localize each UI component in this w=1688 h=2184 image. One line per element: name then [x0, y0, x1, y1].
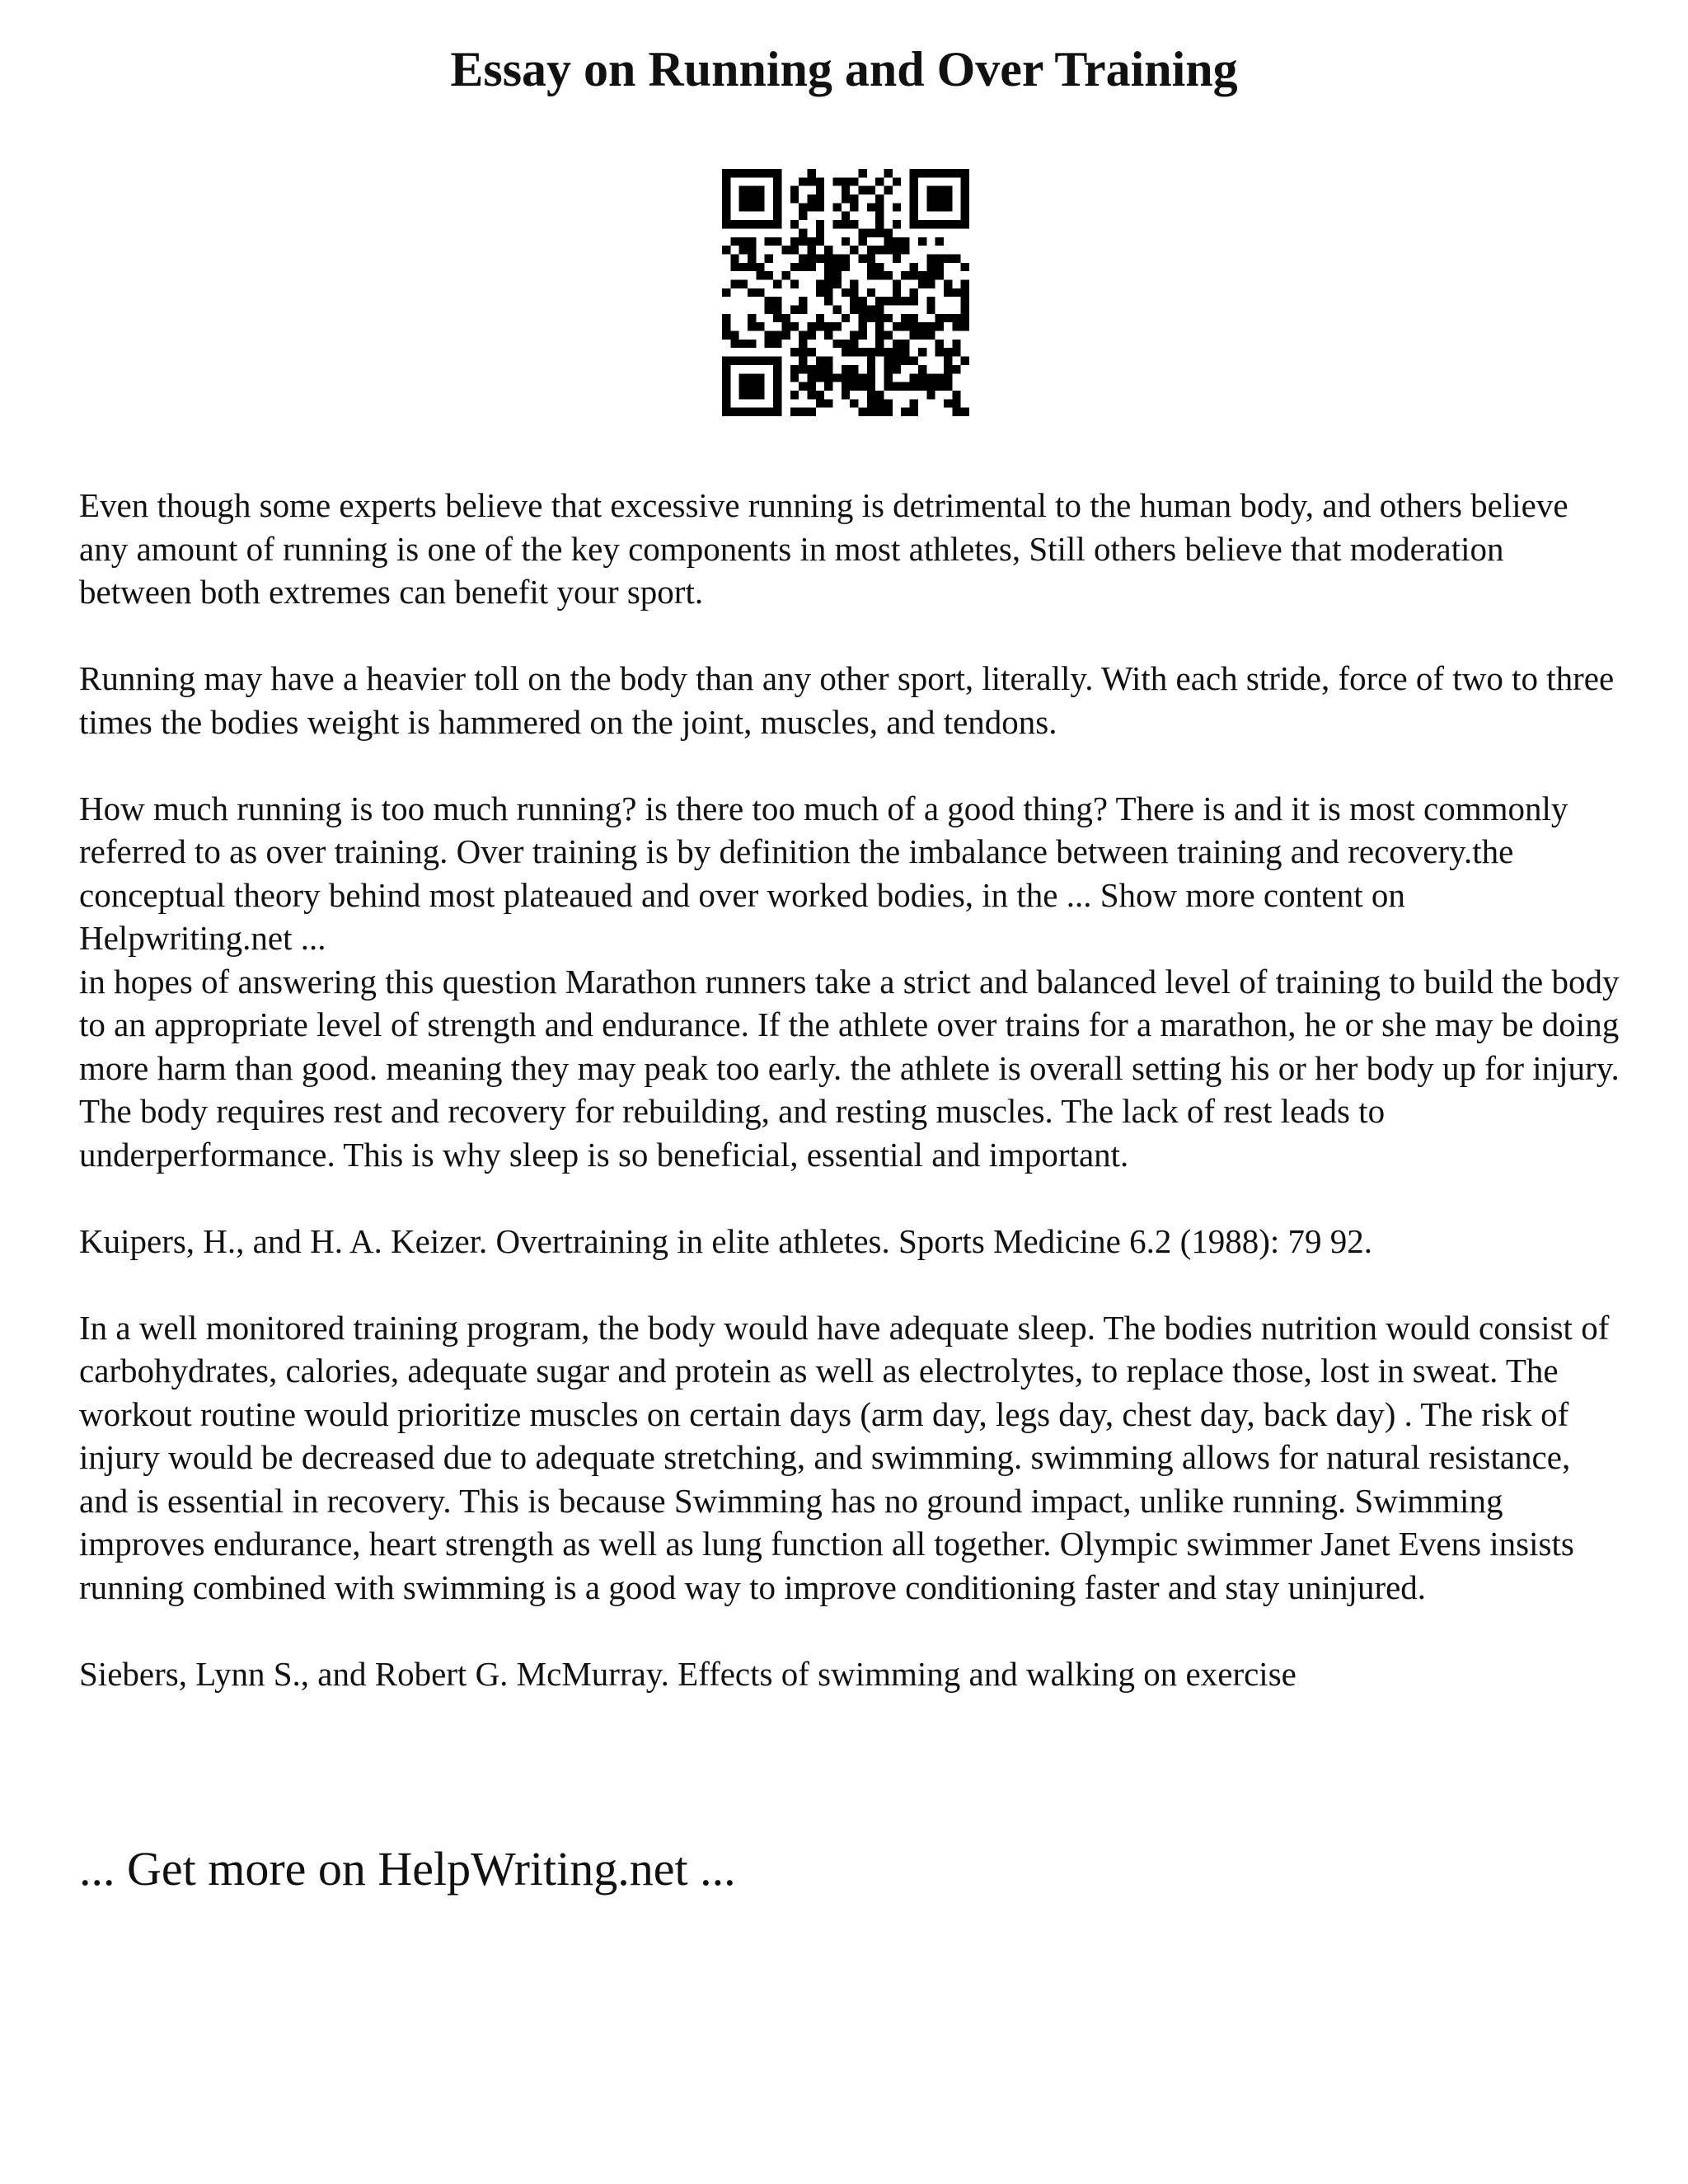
- citation-kuipers: Kuipers, H., and H. A. Keizer. Overtraining in elite athletes. Sports Medicine 6.2 (1988): 79 92.: [79, 1221, 1373, 1260]
- citation-siebers: Siebers, Lynn S., and Robert G. McMurray. Effects of swimming and walking on exercise: [79, 1654, 1296, 1693]
- page-title: Essay on Running and Over Training: [450, 42, 1238, 96]
- get-more-link[interactable]: ... Get more on HelpWriting.net ...: [79, 1842, 736, 1896]
- essay-body: [79, 484, 1620, 1695]
- paragraph-training-program: In a well monitored training program, the body would have adequate sleep. The bodies nutrition would consist of carbohydrates, calories, adequate sugar and protein as well as electrolytes, to replace those, lost in sweat. The workout routine would prioritize muscles on certain days (arm day, legs day, chest day, back day) . The risk of injury would be decreased due to adequate stretching, and swimming. swimming allows for natural resistance, and is essential in recovery. This is because Swimming has no ground impact, unlike running. Swimming improves endurance, heart strength as well as lung function all together. Olympic swimmer Janet Evens insists running combined with swimming is a good way to improve conditioning faster and stay uninjured.: [79, 1308, 1610, 1606]
- paragraph-intro: Even though some experts believe that excessive running is detrimental to the human body, and others believe any amount of running is one of the key components in most athletes, Still others believe that moderation between both extremes can benefit your sport.: [79, 486, 1568, 611]
- paragraph-overtraining: How much running is too much running? is there too much of a good thing? There is and it is most commonly referred to as over training. Over training is by definition the imbalance between training and recovery.the conceptual theory behind most plateaued and over worked bodies, in the ... Show more content on Helpwriting.net ...: [79, 789, 1568, 957]
- qr-code-icon: [722, 169, 969, 416]
- paragraph-marathon: in hopes of answering this question Marathon runners take a strict and balanced level of training to build the body to an appropriate level of strength and endurance. If the athlete over trains for a marathon, he or she may be doing more harm than good. meaning they may peak too early. the athlete is overall setting his or her body up for injury. The body requires rest and recovery for rebuilding, and resting muscles. The lack of rest leads to underperformance. This is why sleep is so beneficial, essential and important.: [79, 962, 1620, 1174]
- paragraph-running-toll: Running may have a heavier toll on the body than any other sport, literally. With each stride, force of two to three times the bodies weight is hammered on the joint, muscles, and tendons.: [79, 659, 1615, 741]
